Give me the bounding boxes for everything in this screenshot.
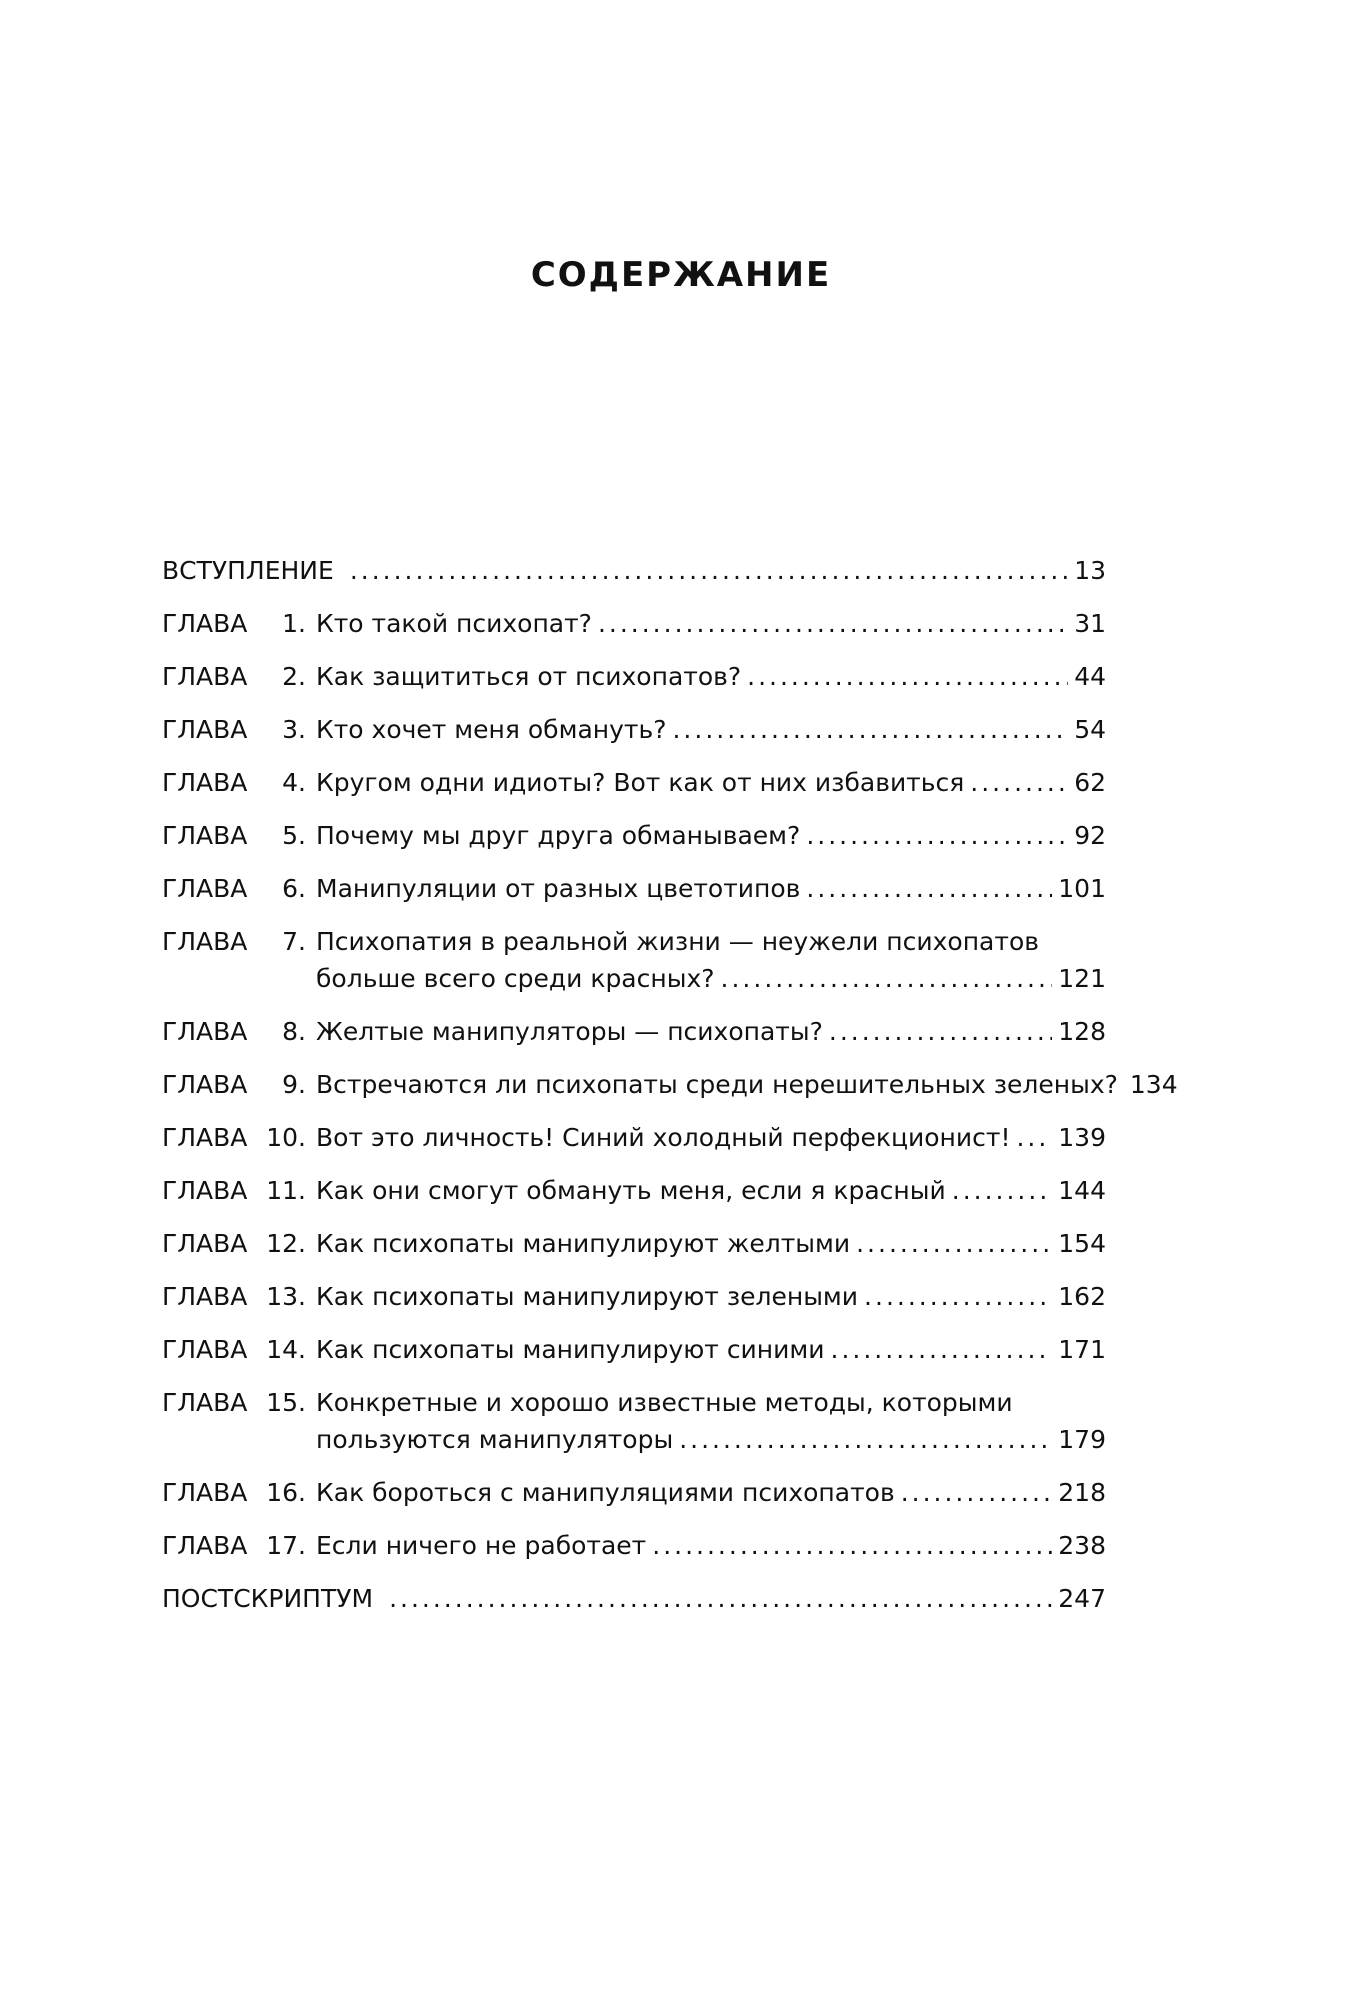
chapter-number: 6. [282,874,306,903]
chapter-number: 17. [266,1531,306,1560]
chapter-title: Как психопаты манипулируют синими [316,1335,825,1364]
page-number: 128 [1058,1017,1106,1046]
page-number: 139 [1058,1123,1106,1152]
toc-entry[interactable] [162,605,1106,642]
chapter-title: Как бороться с манипуляциями психопатов [316,1478,895,1507]
page-number: 179 [1058,1425,1106,1454]
chapter-title: Как психопаты манипулируют желтыми [316,1229,851,1258]
page-title: СОДЕРЖАНИЕ [530,255,832,295]
dot-leader [350,552,1068,589]
chapter-title: больше всего среди красных? [316,964,715,993]
toc-entry-label: ГЛАВА [162,1282,248,1311]
toc-entry-label: ГЛАВА [162,1335,248,1364]
chapter-number: 3. [282,715,306,744]
chapter-title: Если ничего не работает [316,1531,647,1560]
toc-entry-label: ГЛАВА [162,1176,248,1205]
toc-entry-label: ГЛАВА [162,662,248,691]
dot-leader [864,1278,1052,1315]
dot-leader [856,1225,1052,1262]
chapter-number: 15. [266,1388,306,1417]
chapter-title: Почему мы друг друга обманываем? [316,821,801,850]
page-number: 238 [1058,1531,1106,1560]
chapter-number: 16. [266,1478,306,1507]
chapter-number: 13. [266,1282,306,1311]
toc-entry-label: ГЛАВА [162,609,248,638]
dot-leader [831,1331,1053,1368]
dot-leader [721,960,1053,997]
chapter-title-line: Конкретные и хорошо известные методы, которыми [316,1388,1013,1417]
chapter-number: 10. [266,1123,306,1152]
chapter-title: Как защититься от психопатов? [316,662,742,691]
page-number: 62 [1074,768,1106,797]
chapter-title: Кто хочет меня обмануть? [316,715,667,744]
dot-leader [672,711,1068,748]
page-number: 101 [1058,874,1106,903]
toc-entry[interactable] [162,1119,1106,1156]
toc-entry-label: ГЛАВА [162,1478,248,1507]
chapter-number: 5. [282,821,306,850]
dot-leader [1016,1119,1052,1156]
toc-entry[interactable] [162,1172,1106,1209]
page-number: 134 [1129,1070,1178,1099]
chapter-title: Манипуляции от разных цветотипов [316,874,801,903]
dot-leader [652,1527,1052,1564]
toc-entry[interactable] [162,711,1106,748]
toc-entry[interactable] [162,817,1106,854]
toc-entry-label: ГЛАВА [162,927,248,956]
chapter-number: 12. [266,1229,306,1258]
page-number: 154 [1058,1229,1106,1258]
toc-entry-label: ГЛАВА [162,1388,248,1417]
toc-entry-label: ГЛАВА [162,874,248,903]
chapter-title: пользуются манипуляторы [316,1425,674,1454]
chapter-title-line: Психопатия в реальной жизни — неужели психопатов [316,927,1039,956]
dot-leader [829,1013,1052,1050]
toc-entry[interactable] [162,1225,1106,1262]
chapter-number: 4. [282,768,306,797]
dot-leader [970,764,1068,801]
toc-entry[interactable] [162,1331,1106,1368]
page-number: 44 [1074,662,1106,691]
toc-entry[interactable] [162,1384,1106,1458]
dot-leader [389,1580,1052,1617]
chapter-number: 14. [266,1335,306,1364]
chapter-number: 9. [282,1070,306,1099]
chapter-number: 2. [282,662,306,691]
chapter-number: 8. [282,1017,306,1046]
dot-leader [806,817,1068,854]
toc-entry-label: ГЛАВА [162,1017,248,1046]
page-number: 13 [1074,556,1106,585]
toc-entry[interactable] [162,1580,1106,1617]
toc-entry-label: ГЛАВА [162,821,248,850]
dot-leader [679,1421,1052,1458]
table-of-contents [162,552,1178,1633]
dot-leader [598,605,1068,642]
page-number: 162 [1058,1282,1106,1311]
toc-entry-label: ГЛАВА [162,1123,248,1152]
toc-entry[interactable] [162,764,1106,801]
dot-leader [806,870,1052,907]
dot-leader [747,658,1068,695]
dot-leader [952,1172,1053,1209]
toc-entry[interactable] [162,1013,1106,1050]
toc-entry[interactable] [162,870,1106,907]
page-number: 144 [1058,1176,1106,1205]
chapter-title: Желтые манипуляторы — психопаты? [316,1017,823,1046]
toc-entry-label: ПОСТСКРИПТУМ [162,1584,374,1613]
page-number: 247 [1058,1584,1106,1613]
toc-entry-label: ГЛАВА [162,1229,248,1258]
toc-entry[interactable] [162,923,1106,997]
page-number: 54 [1074,715,1106,744]
dot-leader [901,1474,1053,1511]
page-number: 92 [1074,821,1106,850]
toc-entry[interactable] [162,658,1106,695]
chapter-number: 11. [266,1176,306,1205]
toc-entry-label: ГЛАВА [162,1531,248,1560]
page-number: 31 [1074,609,1106,638]
page-number: 171 [1058,1335,1106,1364]
chapter-title: Кругом одни идиоты? Вот как от них избавиться [316,768,965,797]
toc-entry[interactable] [162,552,1106,589]
page-number: 121 [1058,964,1106,993]
toc-entry[interactable] [162,1278,1106,1315]
chapter-title: Как они смогут обмануть меня, если я красный [316,1176,946,1205]
chapter-number: 1. [282,609,306,638]
page-number: 218 [1058,1478,1106,1507]
toc-entry-label: ГЛАВА [162,768,248,797]
toc-entry[interactable] [162,1527,1106,1564]
chapter-title: Как психопаты манипулируют зелеными [316,1282,859,1311]
chapter-title: Встречаются ли психопаты среди нерешительных зеленых? [316,1070,1118,1099]
toc-entry[interactable] [162,1066,1178,1103]
toc-entry-label: ВСТУПЛЕНИЕ [162,556,334,585]
toc-entry-label: ГЛАВА [162,1070,248,1099]
chapter-title: Кто такой психопат? [316,609,592,638]
chapter-number: 7. [282,927,306,956]
chapter-title: Вот это личность! Синий холодный перфекционист! [316,1123,1011,1152]
toc-entry-label: ГЛАВА [162,715,248,744]
toc-entry[interactable] [162,1474,1106,1511]
